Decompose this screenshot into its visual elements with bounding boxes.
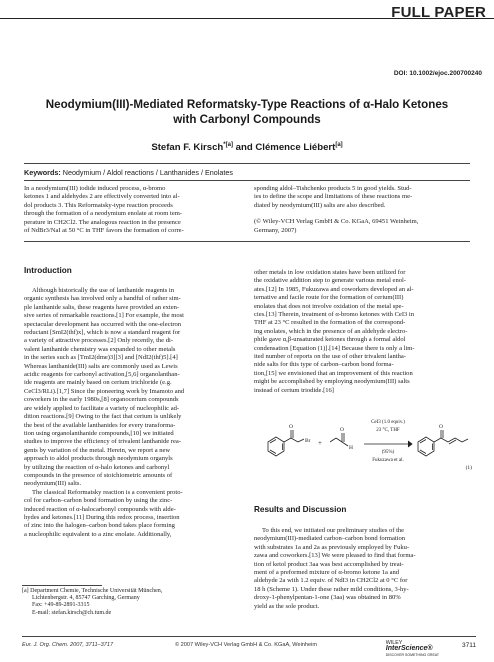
footnote-line: [a] Department Chemie, Technische Universität München, xyxy=(22,588,163,594)
text-line: gents by variation of the metal. Herein, we report a new xyxy=(24,446,171,454)
footer-rule xyxy=(22,636,476,637)
text-line: by utilizing the reaction of α-halo ketones and carbonyl xyxy=(24,463,170,471)
text-line: neodymium(III) salts. xyxy=(24,480,82,488)
text-line: other metals in low oxidation states have been utilized for xyxy=(254,269,406,276)
copyright-line: Germany, 2007) xyxy=(254,226,297,234)
abstract-line: diated by neodymium(III) salts are also described. xyxy=(254,201,386,209)
abstract-line: ies to define the scope and limitations of these reactions me- xyxy=(254,193,413,201)
text-line: To this end, we initiated our preliminary studies of the xyxy=(262,527,405,534)
text-line: in the series such as [TmI2(dme)3][3] and [NdI2(thf)5].[4] xyxy=(24,354,178,362)
text-line: Whereas lanthanide(III) salts are commonly used as Lewis xyxy=(24,362,178,370)
author-1: Stefan F. Kirsch xyxy=(151,142,224,153)
abstract-line: In a neodymium(III) iodide induced process, α-bromo xyxy=(24,185,166,192)
text-line: cies.[13] Therein, treatment of α-bromo ketones with CeI3 in xyxy=(254,311,415,319)
text-line: a variety of attractive processes.[2] Only recently, the di- xyxy=(24,337,173,345)
title-line-1: Neodymium(III)-Mediated Reformatsky-Type Reactions of α-Halo Ketones xyxy=(45,98,449,111)
title-line-2: with Carbonyl Compounds xyxy=(173,113,321,126)
text-line: Although historically the use of lanthanide reagents in xyxy=(32,287,174,294)
paper-title xyxy=(0,97,494,127)
page-number: 3711 xyxy=(462,642,476,649)
text-line: hydes and ketones.[11] During this redox process, insertion xyxy=(24,513,180,521)
footnote-line: E-mail: stefan.kirsch@ch.tum.de xyxy=(32,609,112,616)
scheme-plus: + xyxy=(318,439,322,447)
text-line: phile gave α,β-unsaturated ketones through a formal aldol xyxy=(254,336,406,344)
logo-sub: DISCOVER SOMETHING GREAT xyxy=(385,653,439,657)
text-line: with substrates 1a and 2a as previously employed by Fuku- xyxy=(254,543,410,551)
abstract-right xyxy=(254,185,470,235)
abstract-line: perature in CH2Cl2. The analogous reaction in the presence xyxy=(24,218,181,226)
abstract-left xyxy=(24,185,240,235)
scheme-credit: Fukuzawa et al. xyxy=(372,458,404,463)
header-tag: FULL PAPER xyxy=(391,4,486,21)
text-line: enolates that does not involve oxidation of the metal spe- xyxy=(254,302,404,310)
logo-main: InterScience® xyxy=(385,645,433,652)
text-line: the best of the available lanthanides for every transforma- xyxy=(24,421,176,429)
text-line: neodymium(III)-mediated carbon–carbon bond formation xyxy=(254,535,406,543)
text-line: nide salts for this type of carbon–carbon bond forma- xyxy=(254,361,394,369)
text-line: ing enolates, which in the presence of an aldehyde electro- xyxy=(254,327,408,335)
abstract-line: dol products 3. This Reformatsky-type reaction proceeds xyxy=(24,201,173,209)
journal-citation: Eur. J. Org. Chem. 2007, 3711–3717 xyxy=(22,642,114,648)
text-line: ple lanthanide salts, these reagents have provided an exten- xyxy=(24,303,180,311)
equation-number: (1) xyxy=(465,465,472,471)
text-line: might be accomplished by employing neodymium(III) salts xyxy=(254,378,410,386)
affiliation-footnote xyxy=(22,588,236,617)
scheme-yield: (95%) xyxy=(381,450,395,455)
text-line: condensation [Equation (1)].[14] Because there is only a lim- xyxy=(254,344,415,352)
authors xyxy=(0,142,494,153)
text-line: ited number of reports on the use of other trivalent lantha- xyxy=(254,353,406,361)
text-line: sive series of remarkable reactions.[1] For example, the most xyxy=(24,312,184,320)
text-line: reductant [SmI2(thf)x], which is now a standard reagent for xyxy=(24,329,181,337)
text-line: ide reagents are mainly based on cerium trichloride (e.g. xyxy=(24,379,172,387)
text-line: valent lanthanide chemistry was expanded to other metals xyxy=(24,345,176,353)
text-line: dition reactions.[9] Owing to the fact that cerium is unlikely xyxy=(24,413,182,421)
text-line: col for carbon–carbon bond formation by using the zinc- xyxy=(24,497,173,505)
text-line: tion of ketol product 3aa was best accomplished by treat- xyxy=(254,560,404,568)
wiley-interscience-logo xyxy=(386,640,439,658)
text-line: of zinc into the halogen–carbon bond takes place forming xyxy=(24,522,175,530)
text-line: tion using organolanthanide compounds,[10] we initiated xyxy=(24,429,174,437)
reaction-scheme xyxy=(254,400,476,478)
text-line: droxy-1-phenylpentan-1-one (3aa) was obtained in 80% xyxy=(254,594,401,602)
scheme-condition-1: CeI3 (1.0 equiv.) xyxy=(371,420,405,425)
abstract-line: through the formation of a neodymium enolate at room tem- xyxy=(24,210,182,218)
copyright-line: (© Wiley-VCH Verlag GmbH & Co. KGaA, 69451 Weinheim, xyxy=(254,218,419,226)
text-line: THF at 23 °C resulted in the formation of the correspond- xyxy=(254,319,406,327)
text-line: a nucleophilic equivalent to a zinc enolate. Additionally, xyxy=(24,530,172,538)
keywords xyxy=(24,168,470,177)
text-line: ates.[12] In 1985, Fukuzawa and coworkers developed an al- xyxy=(254,285,414,293)
text-line: studies to improve the efficiency of trivalent lanthanide rea- xyxy=(24,438,181,446)
text-line: are widely applied to facilitate a variety of nucleophilic ad- xyxy=(24,404,180,412)
scheme-condition-2: 23 °C, THF xyxy=(376,428,400,433)
intro-left-column xyxy=(24,287,240,539)
text-line: the oxidative addition step to generate various metal enol- xyxy=(254,277,406,285)
footnote-line: Lichtenbergstr. 4, 85747 Garching, Germany xyxy=(32,595,140,602)
text-line: compounds in the presence of stoichiometric amounts of xyxy=(24,471,173,479)
author-1-mark: *[a] xyxy=(223,141,233,148)
author-separator: and xyxy=(232,142,256,153)
text-line: 18 h (Scheme 1). Under these rather mild conditions, 3-hy- xyxy=(254,585,409,593)
text-line: tion,[15] we envisioned that an improvement of this reaction xyxy=(254,369,413,377)
text-line: ment of a preformed mixture of α-bromo ketone 1a and xyxy=(254,569,400,577)
logo-top: WILEY xyxy=(385,640,403,646)
scheme-h: H xyxy=(349,445,353,451)
section-introduction: Introduction xyxy=(24,266,72,275)
text-line: yield as the sole product. xyxy=(254,602,320,610)
intro-right-column xyxy=(254,269,470,395)
text-line: ternative and facile route for the formation of cerium(III) xyxy=(254,294,404,302)
abstract-line: sponding aldol–Tishchenko products 5 in good yields. Stud- xyxy=(254,185,412,192)
text-line: acidic reagents for carbonyl activation,[5,6] organolanthan- xyxy=(24,371,180,379)
text-line: organic synthesis has involved only a handful of rather sim- xyxy=(24,295,181,303)
text-line: CeCl3/RLi).[1,7] Since the pioneering work by Imamoto and xyxy=(24,387,185,395)
text-line: approach to aldol products through neodymium organyls xyxy=(24,455,173,463)
text-line: induced reaction of α-halocarbonyl compounds with alde- xyxy=(24,505,176,513)
scheme-o2: O xyxy=(340,427,344,433)
abstract-line: of NdBr3/NaI at 50 °C in THF favors the formation of corre- xyxy=(24,227,184,235)
text-line: spectacular development has occurred with the one-electron xyxy=(24,320,182,328)
abstract-bottom-rule xyxy=(24,241,470,242)
footnote-rule xyxy=(22,585,102,586)
keywords-bottom-rule xyxy=(24,180,470,181)
author-2: Clémence Liébert xyxy=(255,142,336,153)
abstract-line: ketones 1 and aldehydes 2 are effectively converted into al- xyxy=(24,193,180,201)
text-line: zawa and coworkers.[13] We were pleased to find that forma- xyxy=(254,552,416,560)
footnote-line: Fax: +49-89-2891-3315 xyxy=(32,602,90,609)
keywords-top-rule xyxy=(24,163,470,164)
footer-copyright: © 2007 Wiley-VCH Verlag GmbH & Co. KGaA, Weinheim xyxy=(175,642,318,648)
text-line: coworkers in the early 1980s,[8] organocerium compounds xyxy=(24,396,179,404)
keywords-text: Neodymium / Aldol reactions / Lanthanides / Enolates xyxy=(62,168,233,177)
keywords-label: Keywords: xyxy=(24,168,61,177)
section-results: Results and Discussion xyxy=(254,505,347,514)
scheme-br: Br xyxy=(305,438,311,444)
text-line: instead of cerium triodide.[16] xyxy=(254,386,334,394)
doi: DOI: 10.1002/ejoc.200700240 xyxy=(393,70,482,77)
text-line: The classical Reformatsky reaction is a convenient proto- xyxy=(32,488,183,496)
results-right-column xyxy=(254,527,470,611)
author-2-mark: [a] xyxy=(335,141,343,148)
scheme-o1: O xyxy=(289,424,293,430)
scheme-o3: O xyxy=(439,424,443,430)
text-line: aldehyde 2a with 1.2 equiv. of NdI3 in CH2Cl2 at 0 °C for xyxy=(254,577,408,585)
